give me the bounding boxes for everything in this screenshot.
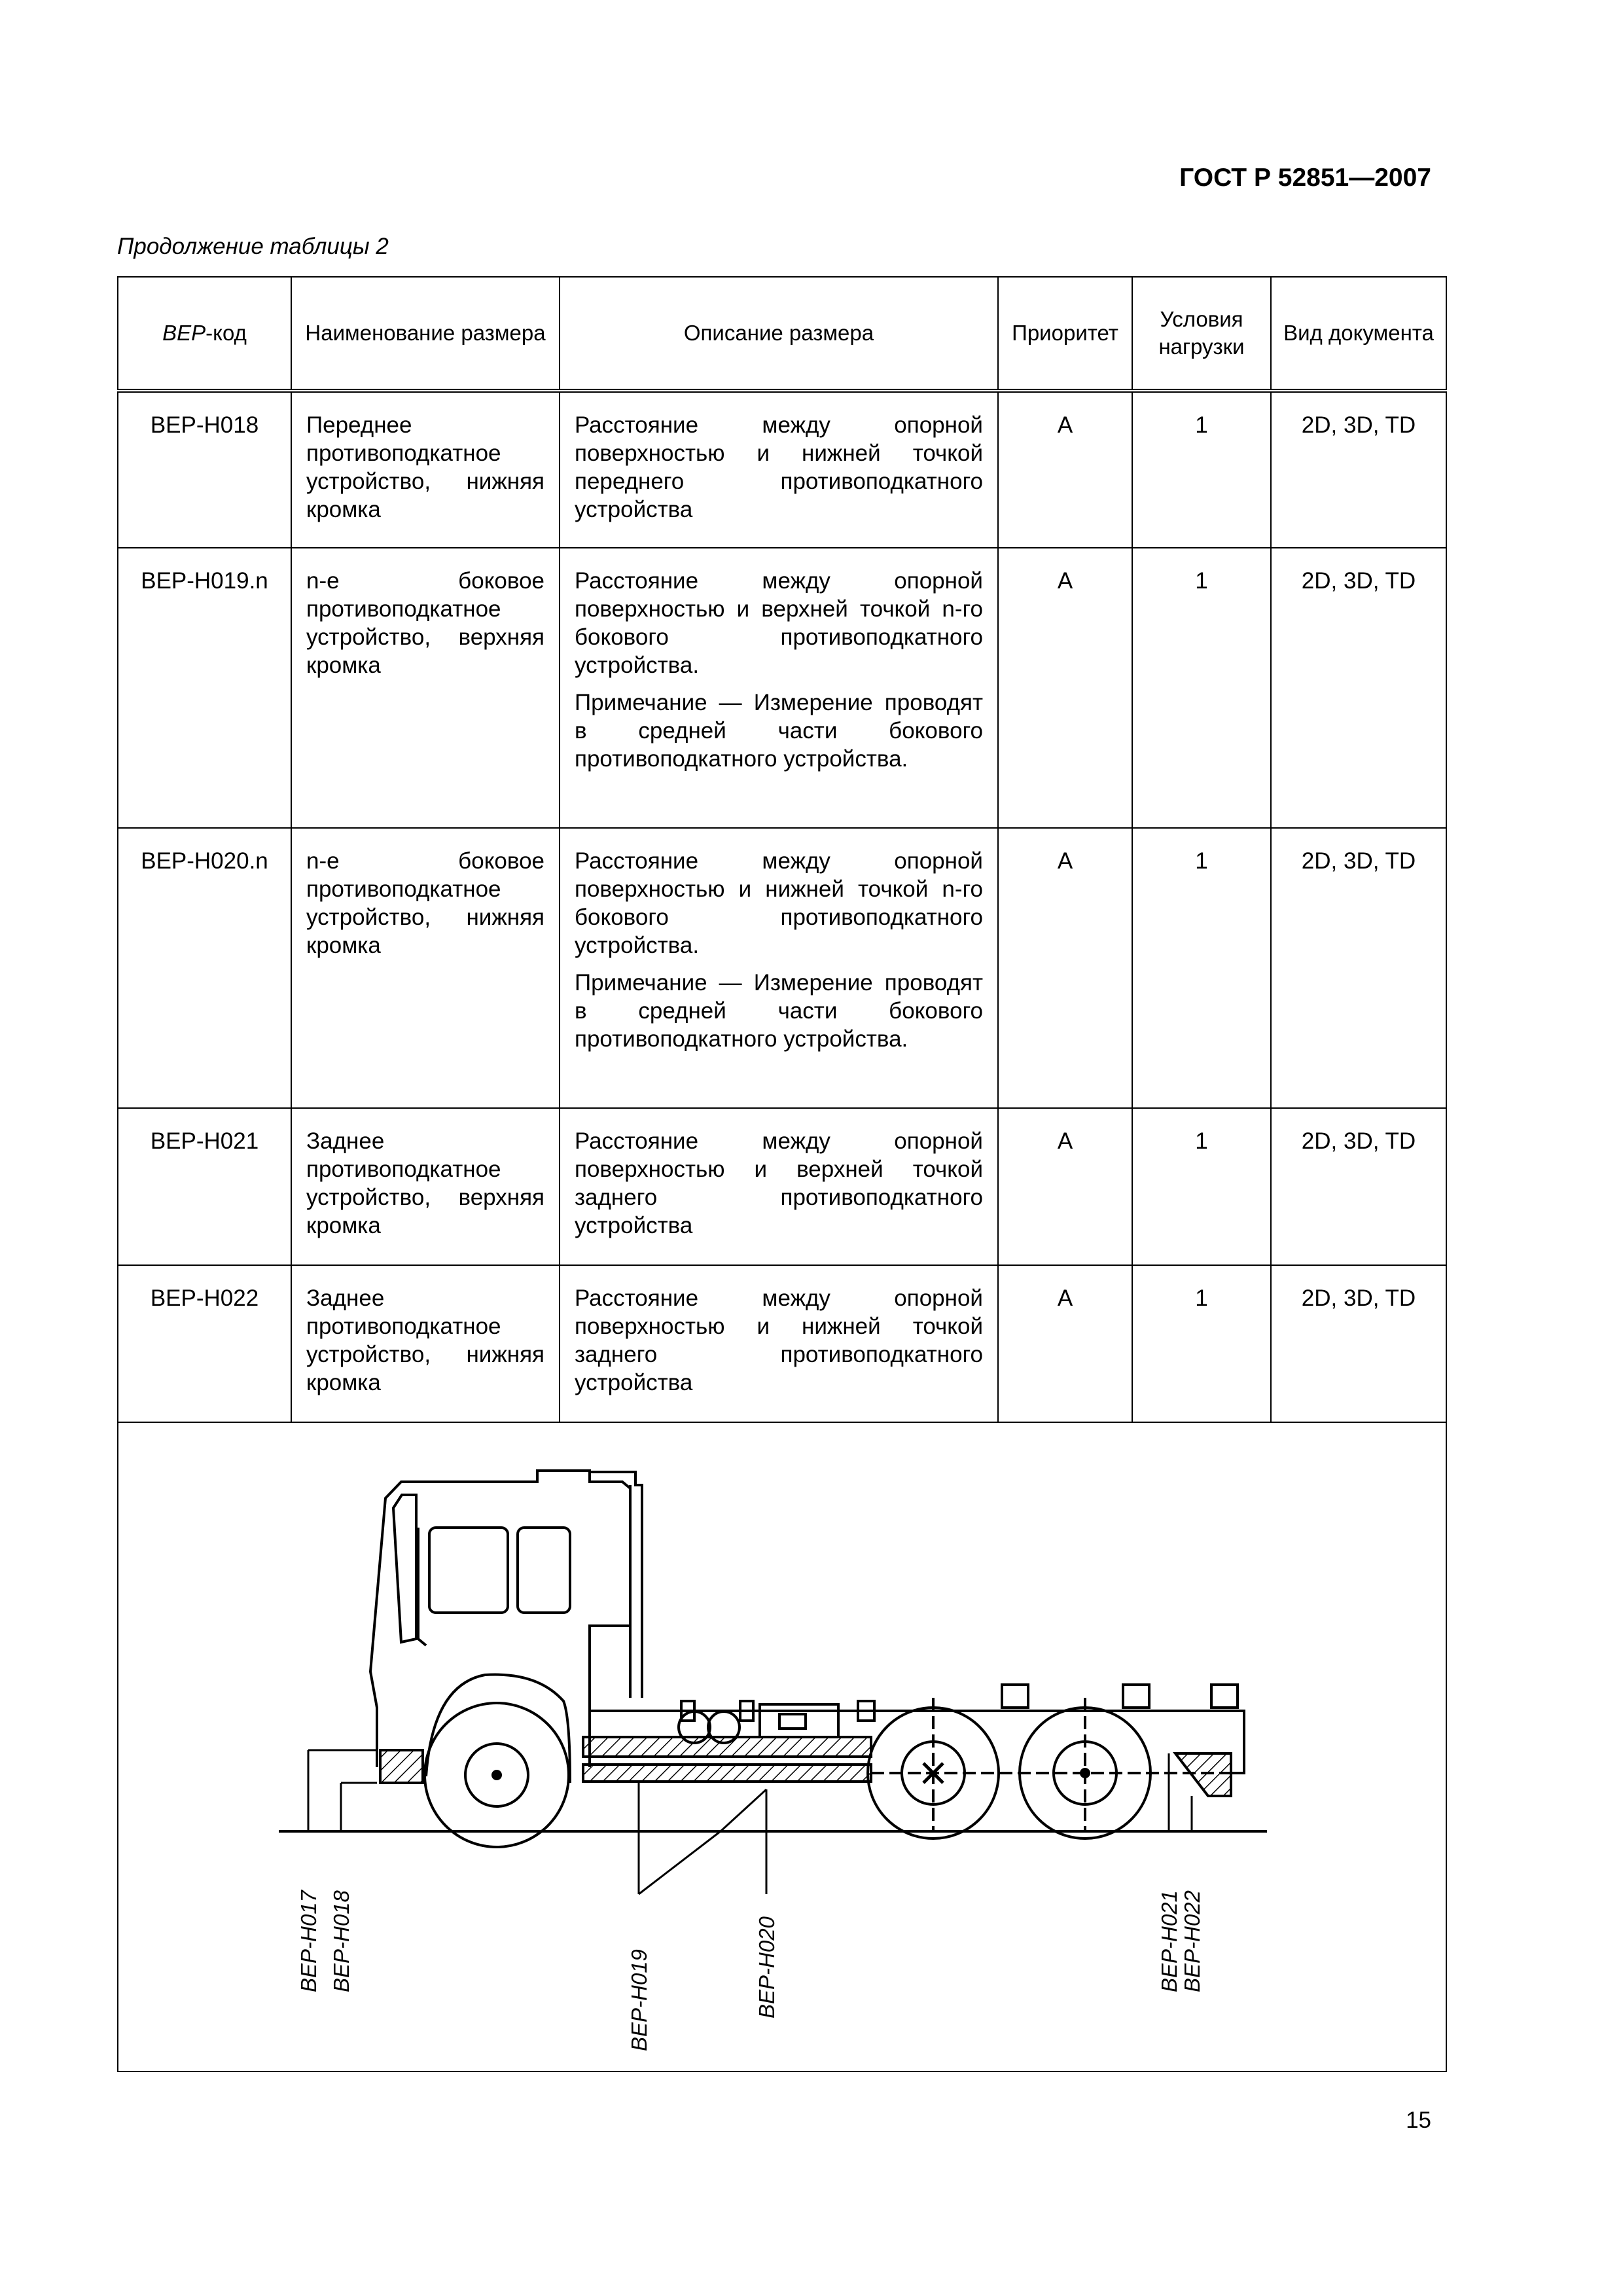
cell-doc: 2D, 3D, TD [1271,1265,1446,1422]
table-caption: Продолжение таблицы 2 [117,234,389,259]
label-h020: BEP-H020 [755,1916,779,2018]
description-note: Примечание — Измерение проводят в средней части бокового противоподкатного устройства. [575,690,983,772]
front-underrun [380,1750,423,1783]
cab-outline [370,1471,630,1767]
cell-priority: A [998,1108,1132,1265]
document-header: ГОСТ Р 52851—2007 [1179,164,1431,192]
cab-rear-window [518,1528,570,1613]
cell-description [560,1108,998,1265]
col-header-code: ВЕР-код [118,277,291,391]
cell-description [560,548,998,828]
label-h021: BEP-H021 [1157,1890,1181,1992]
label-h017: BEP-H017 [296,1890,321,1992]
cell-load: 1 [1132,391,1271,548]
description-text: Расстояние между опорной поверхностью и нижней точкой заднего противоподкатного устройства [575,1285,983,1395]
table-row [118,1265,1446,1422]
cell-load: 1 [1132,548,1271,828]
col-header-load: Условия нагрузки [1132,277,1271,391]
col-header-name: Наименование размера [291,277,560,391]
cell-load: 1 [1132,1108,1271,1265]
cell-code: BEP-H018 [118,391,291,548]
cell-priority: A [998,828,1132,1108]
cab-windshield [393,1495,416,1642]
truck-figure [118,1423,1446,2071]
cell-priority: A [998,548,1132,828]
figure-cell [118,1422,1446,2072]
cell-name: Переднее противоподкатное устройство, нижняя кромка [291,391,560,548]
table-header-row [118,277,1446,391]
front-wheel-arch [426,1675,570,1784]
cell-doc: 2D, 3D, TD [1271,1108,1446,1265]
cell-name: n-е боковое противоподкатное устройство, нижняя кромка [291,828,560,1108]
table-row [118,548,1446,828]
cell-description [560,1265,998,1422]
cell-description [560,828,998,1108]
cell-doc: 2D, 3D, TD [1271,391,1446,548]
rear-underrun [1175,1753,1231,1796]
cell-priority: A [998,1265,1132,1422]
col-header-doc: Вид документа [1271,277,1446,391]
page-number: 15 [1406,2108,1431,2133]
cell-doc: 2D, 3D, TD [1271,548,1446,828]
description-text: Расстояние между опорной поверхностью и верхней точкой заднего противоподкатного устройства [575,1128,983,1238]
table-row [118,1108,1446,1265]
cell-code: BEP-H021 [118,1108,291,1265]
label-h018: BEP-H018 [329,1890,353,1992]
figure-row [118,1422,1446,2072]
cell-code: BEP-H019.n [118,548,291,828]
cell-doc: 2D, 3D, TD [1271,828,1446,1108]
cab-door-line [418,1528,426,1645]
cell-load: 1 [1132,828,1271,1108]
label-h022: BEP-H022 [1180,1890,1204,1992]
cell-name: n-е боковое противоподкатное устройство, верхняя кромка [291,548,560,828]
description-note: Примечание — Измерение проводят в средней части бокового противоподкатного устройства. [575,970,983,1052]
description-text: Расстояние между опорной поверхностью и нижней точкой переднего противоподкатного устройства [575,412,983,522]
exhaust-stack [590,1472,642,1698]
truck-diagram [118,1423,1444,2071]
description-text: Расстояние между опорной поверхностью и верхней точкой n-го бокового противоподкатного устройства. [575,568,983,678]
cell-code: BEP-H022 [118,1265,291,1422]
cell-code: BEP-H020.n [118,828,291,1108]
side-underrun-top [583,1737,871,1757]
description-text: Расстояние между опорной поверхностью и нижней точкой n-го бокового противоподкатного устройства. [575,848,983,958]
cell-description [560,391,998,548]
table-row [118,391,1446,548]
dimensions-table [117,276,1447,2072]
cell-load: 1 [1132,1265,1271,1422]
cab-door-window [429,1528,508,1613]
col-header-description: Описание размера [560,277,998,391]
cell-name: Заднее противоподкатное устройство, нижняя кромка [291,1265,560,1422]
side-underrun-bottom [583,1765,871,1782]
cell-priority: A [998,391,1132,548]
table-row [118,828,1446,1108]
cell-name: Заднее противоподкатное устройство, верхняя кромка [291,1108,560,1265]
battery-box [760,1704,838,1737]
label-h019: BEP-H019 [627,1949,651,2051]
col-header-priority: Приоритет [998,277,1132,391]
